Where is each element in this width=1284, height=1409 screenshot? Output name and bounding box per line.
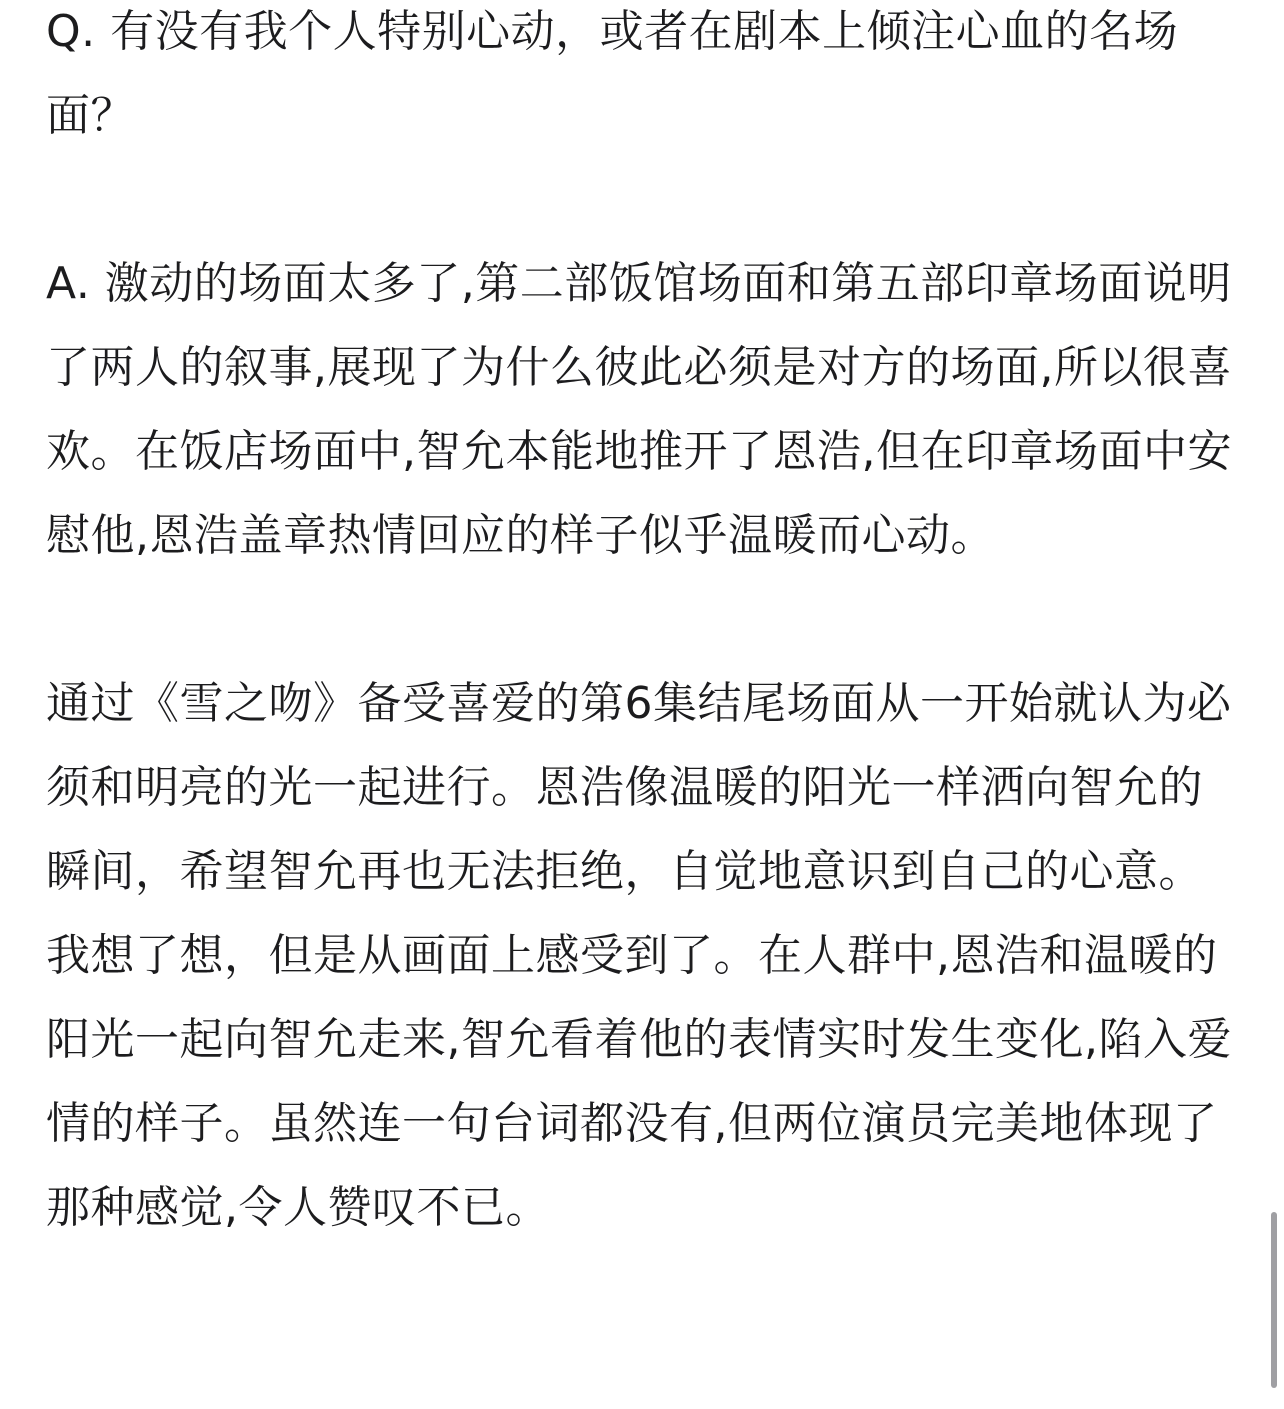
question-paragraph: Q. 有没有我个人特别心动，或者在剧本上倾注心血的名场面？	[46, 6, 1179, 141]
scrollbar-thumb[interactable]	[1271, 1212, 1277, 1388]
article-body	[46, 0, 1242, 1250]
scrollbar[interactable]	[1268, 0, 1284, 1409]
answer-paragraph-1: A. 激动的场面太多了,第二部饭馆场面和第五部印章场面说明了两人的叙事,展现了为什么彼此必须是对方的场面,所以很喜欢。在饭店场面中,智允本能地推开了恩浩,但在印章场面中安慰他,恩浩盖章热情回应的样子似乎温暖而心动。	[46, 258, 1232, 561]
answer-paragraph-2: 通过《雪之吻》备受喜爱的第6集结尾场面从一开始就认为必须和明亮的光一起进行。恩浩像温暖的阳光一样洒向智允的瞬间，希望智允再也无法拒绝，自觉地意识到自己的心意。我想了想，但是从画面上感受到了。在人群中,恩浩和温暖的阳光一起向智允走来,智允看着他的表情实时发生变化,陷入爱情的样子。虽然连一句台词都没有,但两位演员完美地体现了那种感觉,令人赞叹不已。	[46, 678, 1232, 1233]
